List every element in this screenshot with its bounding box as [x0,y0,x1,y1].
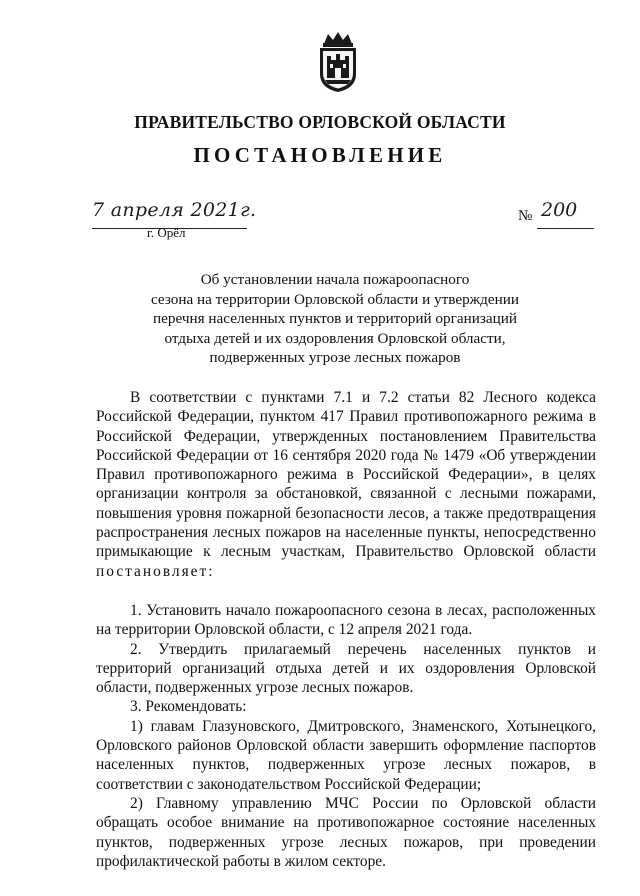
decree-title: ПОСТАНОВЛЕНИЕ [193,143,447,167]
preamble-paragraph [96,388,596,581]
handwritten-date: 7 апреля 2021г. [92,199,257,221]
subject-line: отдыха детей и их оздоровления Орловской области, [164,329,506,347]
item-1: 1. Установить начало пожароопасного сезона в лесах, расположенных на территории Орловской области, с 12 апреля 2021 года. [96,601,596,639]
item-3: 3. Рекомендовать: [130,698,247,716]
subject-line: сезона на территории Орловской области и утверждении [150,290,520,308]
decree-body [96,388,596,871]
subject-line: Об установлении начала пожароопасного [200,271,470,288]
handwritten-number: 200 [541,199,578,221]
decree-subject [110,270,560,368]
item-3-1: 1) главам Глазуновского, Дмитровского, Знаменского, Хотынецкого, Орловского районов Орловской области завершить оформление паспортов населенных пунктов, подверженных угрозе лесных пожаров, в соответствии с законодательством Российской Федерации; [96,717,596,793]
government-heading: ПРАВИТЕЛЬСТВО ОРЛОВСКОЙ ОБЛАСТИ [134,112,506,132]
item-3-2: 2) Главному управлению МЧС России по Орловской области обращать особое внимание на противопожарное состояние населенных пунктов, подверженных угрозе лесных пожаров, при проведении профилактической работы в жилом секторе. [96,794,596,870]
number-sign: № [518,208,533,224]
preamble-text: В соответствии с пунктами 7.1 и 7.2 статьи 82 Лесного кодекса Российской Федерации, пунктом 417 Правил противопожарного режима в Российской Федерации, утвержденных постановлением Правительства Российской Федерации от 16 сентября 2020 года № 1479 «Об утверждении Правил противопожарного режима в Российской Федерации», в целях организации контроля за обстановкой, связанной с лесными пожарами, повышения уровня пожарной безопасности лесов, а также предотвращения распространения лесных пожаров на населенные пункты, непосредственно примыкающие к лесным участкам, Правительство Орловской области [96,389,596,561]
resolves-word: постановляет: [96,562,215,580]
city-label: г. Орёл [147,225,186,240]
subject-line: подверженных угрозе лесных пожаров [209,349,461,367]
subject-line: перечня населенных пунктов и территорий организаций [153,310,517,328]
item-2: 2. Утвердить прилагаемый перечень населенных пунктов и территорий организаций отдыха детей и их оздоровления Орловской области, подверженных угрозе лесных пожаров. [96,640,596,697]
coat-of-arms-icon [314,30,362,94]
